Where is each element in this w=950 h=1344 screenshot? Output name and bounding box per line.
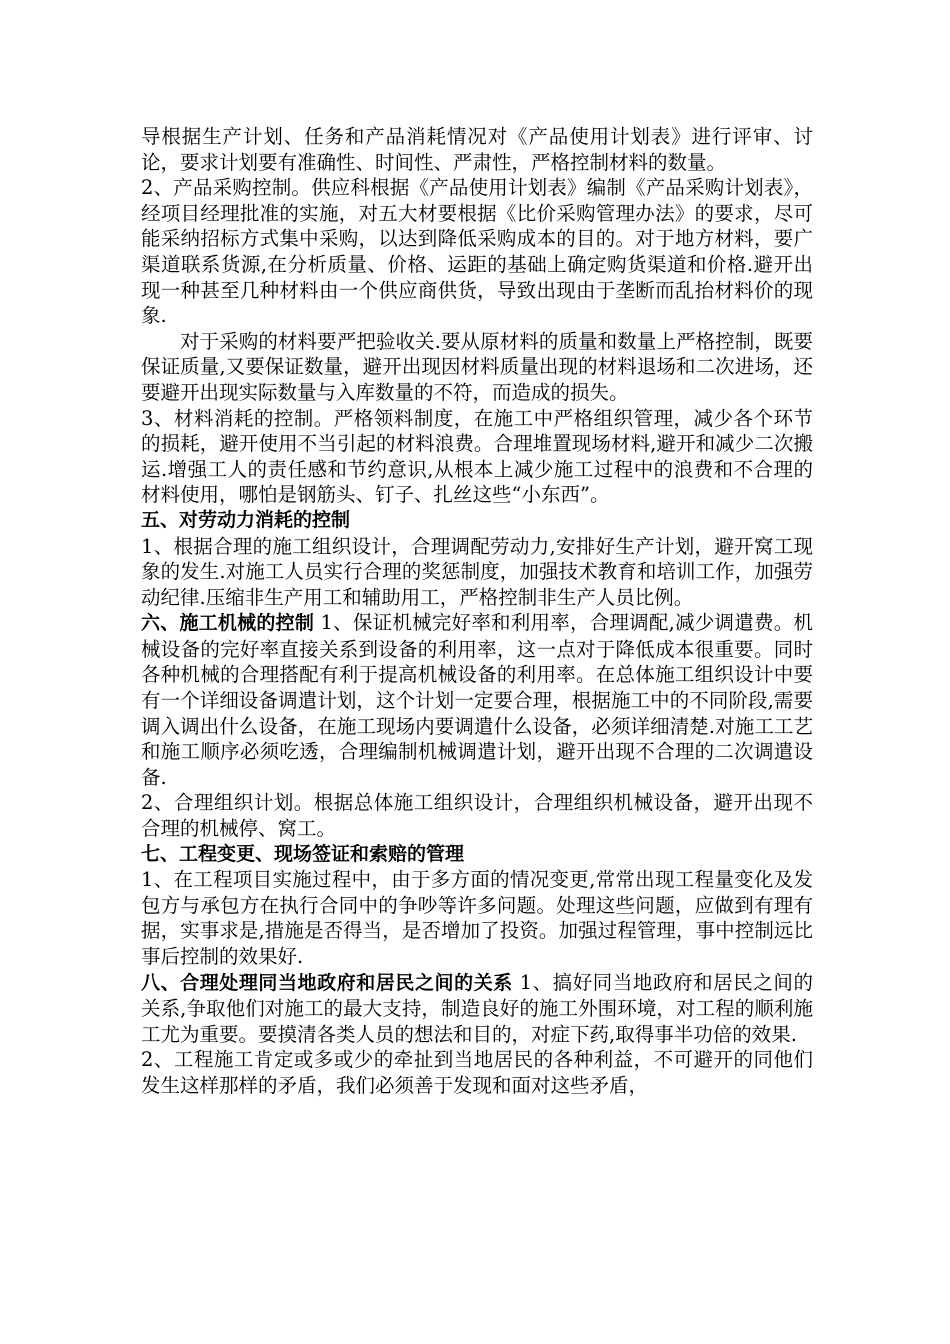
paragraph-purchase-control: 2、产品采购控制。供应科根据《产品使用计划表》编制《产品采购计划表》，经项目经理批准的实施，对五大材要根据《比价采购管理办法》的要求，尽可能采纳招标方式集中采购，以达到降低采购成本的目的。对于地方材料，要广渠道联系货源,在分析质量、价格、运距的基础上确定购货渠道和价格.避开出现一种甚至几种材料由一个供应商供货，导致出现由于垄断而乱抬材料价的现象. bbox=[141, 176, 813, 328]
paragraph-machinery-control bbox=[141, 610, 813, 790]
paragraph-plan-review: 导根据生产计划、任务和产品消耗情况对《产品使用计划表》进行评审、讨论，要求计划要有准确性、时间性、严肃性，严格控制材料的数量。 bbox=[141, 125, 813, 174]
section-heading-machinery: 六、施工机械的控制 bbox=[141, 612, 315, 635]
paragraph-change-management: 1、在工程项目实施过程中，由于多方面的情况变更,常常出现工程量变化及发包方与承包方在执行合同中的争吵等许多问题。处理这些问题，应做到有理有据，实事求是,措施是否得当，是否增加了投资。加强过程管理，事中控制远比事后控制的效果好. bbox=[141, 868, 813, 968]
section-heading-change-management: 七、工程变更、现场签证和索赔的管理 bbox=[141, 842, 465, 865]
paragraph-acceptance-check: 对于采购的材料要严把验收关.要从原材料的质量和数量上严格控制，既要保证质量,又要保证数量，避开出现因材料质量出现的材料退场和二次进场，还要避开出现实际数量与入库数量的不符，而造成的损失。 bbox=[141, 329, 813, 404]
paragraph-local-relations bbox=[141, 970, 813, 1048]
paragraph-material-consumption: 3、材料消耗的控制。严格领料制度，在施工中严格组织管理，减少各个环节的损耗，避开使用不当引起的材料浪费。合理堆置现场材料,避开和减少二次搬运.增强工人的责任感和节约意识,从根本上减少施工过程中的浪费和不合理的材料使用，哪怕是钢筋头、钉子、扎丝这些“小东西”。 bbox=[141, 406, 813, 507]
paragraph-labor-control: 1、根据合理的施工组织设计，合理调配劳动力,安排好生产计划，避开窝工现象的发生.对施工人员实行合理的奖惩制度，加强技术教育和培训工作，加强劳动纪律.压缩非生产用工和辅助用工，严格控制非生产人员比例。 bbox=[141, 534, 813, 609]
paragraph-resident-interests: 2、工程施工肯定或多或少的牵扯到当地居民的各种利益，不可避开的同他们发生这样那样的矛盾，我们必须善于发现和面对这些矛盾， bbox=[141, 1048, 813, 1097]
paragraph-local-relations-text: 1、搞好同当地政府和居民之间的关系,争取他们对施工的最大支持，制造良好的施工外围环境，对工程的顺利施工尤为重要。要摸清各类人员的想法和目的，对症下药,取得事半功倍的效果. bbox=[141, 970, 813, 1046]
section-heading-local-relations: 八、合理处理同当地政府和居民之间的关系 bbox=[141, 971, 513, 994]
paragraph-machinery-text: 1、保证机械完好率和利用率，合理调配,减少调遣费。机械设备的完好率直接关系到设备的利用率，这一点对于降低成本很重要。同时各种机械的合理搭配有利于提高机械设备的利用率。在总体施工组织设计中要有一个详细设备调遣计划，这个计划一定要合理，根据施工中的不同阶段,需要调入调出什么设备，在施工现场内要调遣什么设备，必须详细清楚.对施工工艺和施工顺序必须吃透，合理编制机械调遣计划，避开出现不合理的二次调遣设备. bbox=[141, 611, 813, 789]
document-page bbox=[141, 124, 813, 1099]
paragraph-organize-plan: 2、合理组织计划。根据总体施工组织设计，合理组织机械设备，避开出现不合理的机械停、窝工。 bbox=[141, 791, 813, 841]
section-heading-labor: 五、对劳动力消耗的控制 bbox=[141, 508, 351, 531]
